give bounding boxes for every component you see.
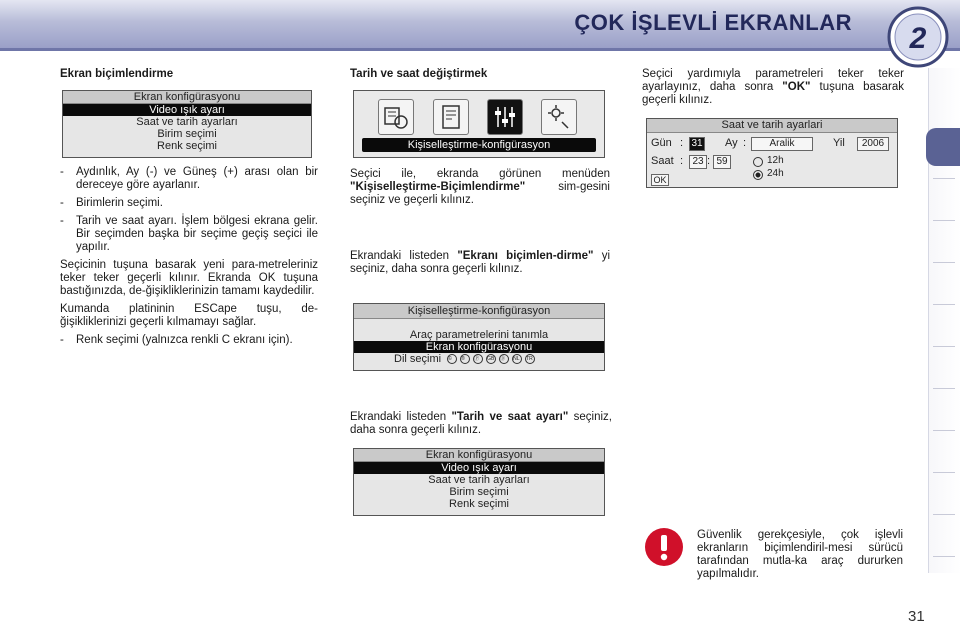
month-label: Ay	[725, 137, 738, 149]
screen-item-selected: Video ışık ayarı	[63, 104, 311, 116]
personalisation-config-icon	[487, 99, 523, 135]
year-field: 2006	[857, 137, 889, 151]
screen-personalisation-config	[353, 303, 605, 371]
radio-24h-checked	[753, 170, 763, 180]
page-title: ÇOK İŞLEVLİ EKRANLAR	[574, 10, 852, 35]
month-field: Aralik	[751, 137, 813, 151]
language-option: Ⓓ	[499, 354, 509, 364]
header-rule	[0, 48, 960, 51]
year-label: Yil	[833, 137, 845, 149]
list-item: - Tarih ve saat ayarı. İşlem bölgesi ekrana gelir. Bir seçimden başka bir seçime geçiş seçici ile yapılır.	[60, 215, 318, 253]
active-chapter-tab[interactable]	[926, 128, 960, 166]
screen-display-config	[62, 90, 312, 158]
screen-title: Ekran konfigürasyonu	[354, 449, 604, 462]
screen-item-selected: Ekran konfigürasyonu	[354, 341, 604, 353]
screen-title: Saat ve tarih ayarlari	[647, 119, 897, 133]
minute-field: 59	[713, 155, 731, 169]
option-12h: 12h	[767, 155, 784, 166]
document-icon	[433, 99, 469, 135]
colon: :	[707, 155, 711, 167]
list-item: - Renk seçimi (yalnızca renkli C ekranı için).	[60, 334, 293, 346]
screen-item: Saat ve tarih ayarları	[428, 474, 530, 486]
screen-item-language: Dil seçimi © ® Ⓟ GB Ⓓ NL TR	[354, 353, 604, 365]
language-option: GB	[487, 356, 495, 363]
paragraph: Ekrandaki listeden "Ekranı biçimlen-dirme" yi seçiniz, daha sonra geçerli kılınız.	[350, 250, 611, 275]
chapter-number: 2	[909, 22, 927, 55]
radio-12h	[753, 157, 763, 167]
screen-item: Renk seçimi	[449, 498, 509, 510]
language-option: NL	[512, 354, 522, 364]
paragraph: Ekrandaki listeden "Tarih ve saat ayarı" seçiniz, daha sonra geçerli kılınız.	[350, 411, 612, 436]
chapter-badge	[886, 6, 950, 68]
page-number: 31	[908, 608, 925, 625]
screen-personalisation-icons	[353, 90, 605, 158]
list-item: - Birimlerin seçimi.	[60, 197, 163, 209]
colon: :	[743, 137, 747, 149]
vehicle-settings-icon	[378, 99, 414, 135]
paragraph: Seçici ile, ekranda görünen menüden "Kişiselleştirme-Biçimlendirme" sim-gesini seçiniz ve geçerli kılınız.	[350, 168, 610, 206]
section-heading-date-time: Tarih ve saat değiştirmek	[350, 68, 488, 80]
day-field: 31	[689, 137, 705, 151]
language-option: Ⓟ	[473, 354, 483, 364]
hour-field: 23	[689, 155, 707, 169]
screen-title: Ekran konfigürasyonu	[63, 91, 311, 104]
day-label: Gün	[651, 137, 672, 149]
paragraph: Kumanda platininin ESCape tuşu, de-ğişikliklerinizi geçerli kılmamayı sağlar.	[60, 303, 318, 328]
ok-button: OK	[651, 174, 669, 186]
brightness-icon	[541, 99, 577, 135]
language-option: ®	[460, 354, 470, 364]
screen-selected-label: Kişiselleştirme-konfigürasyon	[362, 138, 596, 152]
paragraph: Seçici yardımıyla parametreleri teker teker ayarlayınız, daha sonra "OK" tuşuna basarak geçerli kılınız.	[642, 68, 904, 106]
section-heading-display-format: Ekran biçimlendirme	[60, 68, 174, 80]
language-option: TR	[525, 354, 535, 364]
screen-date-time-settings	[646, 118, 898, 188]
hour-label: Saat	[651, 155, 674, 167]
option-24h: 24h	[767, 168, 784, 179]
paragraph: Seçicinin tuşuna basarak yeni para-metreleriniz teker teker geçerli kılınır. Ekranda OK tuşuna bastığınızda, de-ğişikliklerinizin tamamı kaydedilir.	[60, 259, 318, 297]
colon: :	[680, 155, 684, 167]
screen-item: Araç parametrelerini tanımla	[409, 329, 549, 341]
screen-item: Renk seçimi	[157, 140, 217, 152]
list-item: - Aydınlık, Ay (-) ve Güneş (+) arası olan bir dereceye göre ayarlanır.	[60, 166, 318, 191]
safety-warning-text: Güvenlik gerekçesiyle, çok işlevli ekranların biçimlendiril-mesi sürücü tarafından mutla-ka araç dururken yapılmalıdır.	[697, 529, 903, 580]
screen-item: Birim seçimi	[157, 128, 217, 140]
screen-display-config-2	[353, 448, 605, 516]
screen-item: Birim seçimi	[449, 486, 509, 498]
language-option: ©	[447, 354, 457, 364]
screen-item: Saat ve tarih ayarları	[136, 116, 238, 128]
warning-icon	[644, 527, 684, 567]
colon: :	[680, 137, 684, 149]
screen-item-selected: Video ışık ayarı	[354, 462, 604, 474]
col1-body	[60, 166, 318, 347]
screen-title: Kişiselleştirme-konfigürasyon	[354, 304, 604, 319]
